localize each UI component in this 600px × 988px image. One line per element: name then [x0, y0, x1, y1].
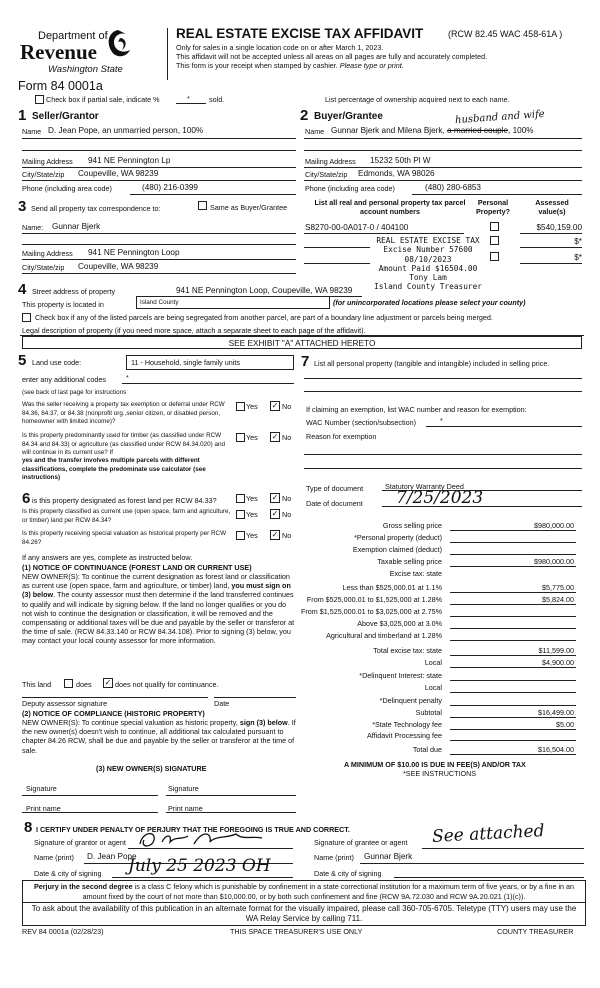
- any-yes-note: If any answers are yes, complete as instructed below.: [22, 553, 193, 562]
- doc-date-label: Date of document: [306, 499, 363, 508]
- yes-label: Yes: [246, 531, 258, 540]
- no-label: No: [282, 433, 292, 442]
- see-instructions-note: *SEE INSTRUCTIONS: [403, 769, 477, 778]
- partial-sale-percent[interactable]: *: [187, 94, 190, 103]
- tax-row-label: Agricultural and timberland at 1.28%: [326, 631, 442, 640]
- tax-row-label: *Personal property (deduct): [354, 533, 442, 542]
- tax-row-label: Above $3,025,000 at 3.0%: [357, 619, 442, 628]
- does-not-qualify-checkbox[interactable]: [103, 678, 113, 688]
- q1-no-checkbox[interactable]: [270, 401, 280, 411]
- tax-row-label: Total due: [412, 745, 442, 754]
- seller-mail-label: Mailing Address: [22, 157, 73, 166]
- doc-type-label: Type of document: [306, 484, 364, 493]
- forest-yes-checkbox[interactable]: [236, 494, 245, 503]
- stamp-line: Island County Treasurer: [374, 282, 482, 292]
- check-icon: ✓: [104, 678, 112, 687]
- dept-line3: Washington State: [48, 64, 123, 75]
- tax-row-label: Exemption claimed (deduct): [352, 545, 442, 554]
- form-number: Form 84 0001a: [18, 79, 103, 93]
- grantor-date-city[interactable]: July 25 2023 OH: [128, 856, 271, 876]
- q1-yes-checkbox[interactable]: [236, 402, 245, 411]
- personal-property-checkbox[interactable]: [490, 236, 499, 245]
- grantee-print-label: Name (print): [314, 853, 354, 862]
- forest-no-checkbox[interactable]: [270, 493, 280, 503]
- buyer-mail-field[interactable]: 15232 50th Pl W: [370, 156, 431, 165]
- county-value: Island County: [140, 299, 179, 306]
- county-treasurer-label: COUNTY TREASURER: [497, 927, 574, 936]
- subtitle-3: This form is your receipt when stamped by cashier. Please type or print.: [176, 61, 404, 70]
- section-6-number: 6: [22, 490, 31, 507]
- tax-row-value[interactable]: $980,000.00: [534, 521, 574, 530]
- stamp-line: Excise Number 57600: [383, 245, 473, 255]
- yes-label: Yes: [246, 433, 258, 442]
- corr-name-field[interactable]: Gunnar Bjerk: [52, 222, 101, 231]
- dept-line2: Revenue: [20, 40, 97, 64]
- no-label: No: [282, 402, 292, 411]
- grantor-date-label: Date & city of signing: [34, 869, 102, 878]
- continuance-heading: (1) NOTICE OF CONTINUANCE (FOREST LAND OR CURRENT USE): [22, 563, 252, 572]
- tax-row-label: Local: [424, 658, 442, 667]
- additional-codes-label: enter any additional codes: [22, 375, 106, 384]
- buyer-heading: Buyer/Grantee: [314, 111, 383, 122]
- tax-row-label: Excise tax: state: [389, 569, 442, 578]
- check-icon: ✓: [271, 509, 279, 518]
- tax-row-label: From $525,000.01 to $1,525,000 at 1.28%: [306, 595, 442, 604]
- segregated-label: Check box if any of the listed parcels are being segregated from another parcel, are part of a boundary line adjustment or parcels being merged.: [35, 313, 493, 322]
- subtitle-1: Only for sales in a single location code on or after March 1, 2023.: [176, 43, 384, 52]
- located-in-label: This property is located in: [22, 300, 104, 309]
- q2-no-checkbox[interactable]: [270, 432, 280, 442]
- owner-print-name-label: Print name: [168, 804, 203, 813]
- assessed-value-field[interactable]: $*: [574, 253, 582, 262]
- buyer-name-field[interactable]: Gunnar Bjerk and Milena Bjerk, a married couple, 100%: [331, 126, 534, 135]
- current-use-no-checkbox[interactable]: [270, 509, 280, 519]
- new-owner-signature-heading: (3) NEW OWNER(S) SIGNATURE: [96, 764, 207, 773]
- form-revision: REV 84 0001a (02/28/23): [22, 927, 104, 936]
- buyer-city-field[interactable]: Edmonds, WA 98026: [358, 169, 435, 178]
- assessed-value-column-header: Assessed value(s): [535, 198, 569, 216]
- historic-no-checkbox[interactable]: [270, 530, 280, 540]
- alternate-format-notice: [22, 902, 586, 926]
- land-use-select[interactable]: [126, 355, 294, 370]
- grantor-signature-label: Signature of grantor or agent: [34, 838, 126, 847]
- does-qualify-checkbox[interactable]: [64, 679, 73, 688]
- unincorporated-note: (for unincorporated locations please select your county): [333, 298, 526, 307]
- perjury-notice: [22, 880, 586, 903]
- seller-city-field[interactable]: Coupeville, WA 98239: [78, 169, 159, 178]
- tax-row-label: Affidavit Processing fee: [367, 731, 442, 740]
- partial-sale-label: Check box if partial sale, indicate %: [46, 95, 160, 104]
- yes-label: Yes: [246, 510, 258, 519]
- section-1-number: 1: [18, 107, 27, 124]
- seller-mail-field[interactable]: 941 NE Pennington Lp: [88, 156, 171, 165]
- owner-signature-label: Signature: [168, 784, 199, 793]
- check-icon: ✓: [271, 530, 279, 539]
- check-icon: ✓: [271, 401, 279, 410]
- tax-row-value[interactable]: $11,599.00: [538, 646, 574, 655]
- same-as-buyer-checkbox[interactable]: [198, 201, 207, 210]
- personal-property-heading: List all personal property (tangible and intangible) included in selling price.: [314, 359, 550, 368]
- legal-description-value: SEE EXHIBIT "A" ATTACHED HERETO: [228, 338, 376, 348]
- personal-property-column-header: Personal Property?: [476, 198, 510, 216]
- buyer-phone-field[interactable]: (480) 280-6853: [425, 183, 481, 192]
- owner-print-name-label: Print name: [26, 804, 61, 813]
- corr-name-label: Name:: [22, 223, 44, 232]
- tax-row-label: *Delinquent penalty: [379, 696, 442, 705]
- seller-phone-label: Phone (including area code): [22, 184, 112, 193]
- assessor-signature-label: Deputy assessor signature: [22, 699, 108, 708]
- buyer-name-label: Name: [305, 127, 325, 136]
- no-label: No: [282, 531, 292, 540]
- assessed-value-field[interactable]: $*: [574, 237, 582, 246]
- stamp-line: 08/10/2023: [404, 254, 452, 264]
- legal-description-field[interactable]: [22, 336, 582, 349]
- buyer-mail-label: Mailing Address: [305, 157, 356, 166]
- grantor-print-label: Name (print): [34, 853, 74, 862]
- tax-row-value[interactable]: $980,000.00: [534, 557, 574, 566]
- compliance-heading: (2) NOTICE OF COMPLIANCE (HISTORIC PROPERTY): [22, 709, 205, 718]
- same-as-buyer-label: Same as Buyer/Grantee: [210, 203, 288, 212]
- compliance-text: NEW OWNER(S): To continue special valuation as historic property, sign (3) below. If the new owner(s) doesn't wish to continue, all additional tax calculated pursuant to chapter 84.26 RCW, shall be due and payable by the seller or transferor at the time of sale.: [22, 718, 296, 755]
- section-8-number: 8: [24, 819, 33, 836]
- current-use-yes-checkbox[interactable]: [236, 510, 245, 519]
- grantee-signature-label: Signature of grantee or agent: [314, 838, 408, 847]
- tax-row-value[interactable]: $5,775.00: [542, 583, 574, 592]
- historic-question: Is this property receiving special valuation as historical property per RCW 84.26?: [22, 530, 227, 546]
- does-label: does: [76, 680, 92, 689]
- stamp-line: Amount Paid $16504.00: [378, 263, 478, 273]
- corr-mail-field[interactable]: 941 NE Pennington Loop: [88, 248, 180, 257]
- stamp-line: Tony Lam: [409, 273, 447, 283]
- subtitle-2: This affidavit will not be accepted unless all areas on all pages are fully and accurately completed.: [176, 52, 488, 61]
- street-address-field[interactable]: 941 NE Pennington Loop, Coupeville, WA 98239: [176, 286, 353, 295]
- personal-property-checkbox[interactable]: [490, 222, 499, 231]
- check-icon: ✓: [271, 432, 279, 441]
- section-5-number: 5: [18, 352, 27, 369]
- page-title: REAL ESTATE EXCISE TAX AFFIDAVIT: [176, 26, 424, 41]
- partial-sale-checkbox[interactable]: [35, 95, 44, 104]
- owner-signature-label: Signature: [26, 784, 57, 793]
- corr-city-label: City/State/zip: [22, 263, 65, 272]
- grantor-signature[interactable]: [132, 826, 292, 850]
- assessed-value-field[interactable]: $540,159.00: [536, 223, 582, 232]
- corr-mail-label: Mailing Address: [22, 249, 73, 258]
- tax-row-label: Less than $525,000.01 at 1.1%: [342, 583, 442, 592]
- q2-yes-checkbox[interactable]: [236, 433, 245, 442]
- alternate-format-text: To ask about the availability of this publication in an alternate format for the visually impaired, please call 360-705-6705. Teletype (TTY) users may use the WA Relay Service by calling 711.: [31, 904, 577, 923]
- seller-phone-field[interactable]: (480) 216-0399: [142, 183, 198, 192]
- see-back-note: (see back of last page for instructions: [22, 389, 127, 396]
- parcel-column-header: List all real and personal property tax parcel account numbers: [314, 198, 466, 216]
- section-2-number: 2: [300, 107, 309, 124]
- tax-row-value[interactable]: $16,499.00: [538, 708, 574, 717]
- exemption-label: If claiming an exemption, list WAC number and reason for exemption:: [306, 405, 527, 414]
- tax-row-label: *Delinquent Interest: state: [359, 671, 442, 680]
- section-7-number: 7: [301, 353, 310, 370]
- section-4-number: 4: [18, 281, 27, 298]
- not-qualify-label: does not qualify for continuance.: [115, 680, 219, 689]
- seller-heading: Seller/Grantor: [32, 111, 99, 122]
- additional-codes-field[interactable]: *: [126, 373, 129, 382]
- exemption-question: Was the seller receiving a property tax exemption or deferral under RCW 84.36, 84.37, or 84.38 (nonprofit org.,senior citizen, or disabled person, homeowner with limited income)?: [22, 401, 225, 425]
- tax-row-label: Local: [424, 683, 442, 692]
- seller-name-field[interactable]: D. Jean Pope, an unmarried person, 100%: [48, 126, 204, 135]
- certify-heading: I CERTIFY UNDER PENALTY OF PERJURY THAT THE FOREGOING IS TRUE AND CORRECT.: [36, 825, 350, 834]
- tax-row-value[interactable]: $5,824.00: [542, 595, 574, 604]
- doc-date-field[interactable]: 7/25/2023: [396, 488, 484, 508]
- tax-row-label: Subtotal: [415, 708, 442, 717]
- tax-row-label: Total excise tax: state: [373, 646, 442, 655]
- grantee-signature[interactable]: See attached: [431, 821, 545, 847]
- tax-row-label: Gross selling price: [382, 521, 442, 530]
- county-select[interactable]: [136, 296, 330, 309]
- current-use-question: Is this property classified as current use (open space, farm and agriculture, or timber) land per RCW 84.34?: [22, 508, 231, 524]
- ownership-note: List percentage of ownership acquired next to each name.: [325, 95, 510, 104]
- yes-label: Yes: [246, 402, 258, 411]
- tax-row-value[interactable]: $5.00: [556, 720, 574, 729]
- tax-row-label: *State Technology fee: [372, 720, 442, 729]
- corr-city-field[interactable]: Coupeville, WA 98239: [78, 262, 159, 271]
- perjury-text: Perjury in the second degree is a class C felony which is punishable by confinement in a state correctional institution for a maximum term of five years, or by a fine in an amount fixed by the court of not more than $10,000.00, or by both such confinement and fine (RCW 9A.72.030 and RCW 9A.20.021 (1)(c)).: [33, 882, 575, 901]
- dept-line1: Department of: [38, 30, 108, 42]
- minimum-fee-note: A MINIMUM OF $10.00 IS DUE IN FEE(S) AND/OR TAX: [344, 760, 526, 769]
- seller-name-label: Name: [22, 127, 42, 136]
- land-use-label: Land use code:: [32, 358, 82, 367]
- title-reference: (RCW 82.45 WAC 458-61A ): [448, 29, 563, 39]
- no-label: No: [282, 494, 292, 503]
- partial-sale-suffix: sold.: [209, 95, 225, 104]
- reason-label: Reason for exemption: [306, 432, 377, 441]
- doc-type-field[interactable]: Statutory Warranty Deed: [385, 482, 464, 491]
- grantee-date-label: Date & city of signing: [314, 869, 382, 878]
- timber-question-bold: yes and the transfer involves multiple parcels with different classifications, complete the predominate use calculator (see instructions): [22, 457, 206, 481]
- this-land-label: This land: [22, 680, 52, 689]
- treasurer-use-note: THIS SPACE TREASURER'S USE ONLY: [230, 927, 363, 936]
- section-3-number: 3: [18, 198, 27, 215]
- grantee-print-name[interactable]: Gunnar Bjerk: [364, 852, 413, 861]
- historic-yes-checkbox[interactable]: [236, 531, 245, 540]
- assessor-date-label: Date: [214, 699, 230, 708]
- buyer-handwritten-note: husband and wife: [454, 108, 546, 127]
- wac-field[interactable]: *: [440, 416, 443, 425]
- timber-question: Is this property predominantly used for timber (as classified under RCW 84.34 and 84.33) or agriculture (as classified under RCW 84.34.020) and will continue in its current use? If: [22, 432, 226, 456]
- tax-row-value[interactable]: $4,900.00: [542, 658, 574, 667]
- yes-label: Yes: [246, 494, 258, 503]
- buyer-phone-label: Phone (including area code): [305, 184, 395, 193]
- correspondence-heading: Send all property tax correspondence to:: [31, 204, 161, 213]
- grantor-print-name[interactable]: D. Jean Pope: [87, 852, 137, 861]
- street-label: Street address of property: [32, 287, 116, 296]
- legal-description-label: Legal description of property (if you need more space, attach a separate sheet to each page of the affidavit).: [22, 326, 366, 335]
- tax-row-label: Taxable selling price: [377, 557, 442, 566]
- no-label: No: [282, 510, 292, 519]
- buyer-city-label: City/State/zip: [305, 170, 348, 179]
- wac-label: WAC Number (section/subsection): [306, 418, 416, 427]
- land-use-value: 11 - Household, single family units: [131, 358, 240, 367]
- stamp-line: REAL ESTATE EXCISE TAX: [376, 236, 480, 245]
- seller-city-label: City/State/zip: [22, 170, 65, 179]
- segregated-checkbox[interactable]: [22, 313, 31, 322]
- washington-swirl-icon: [104, 28, 132, 62]
- continuance-text: NEW OWNER(S): To continue the current designation as forest land or classification as current use (open space, farm and agriculture, or timber) land, you must sign on (3) below. The county assessor must then determine if the land transferred continues to qualify and will indicate by signing below. If the land no longer qualifies or you do not wish to continue the designation or classification, it will be removed and the compensating or additional taxes will be due and payable by the seller or transferor at the time of sale. (RCW 84.33.140 or RCW 84.34.108). Prior to signing (3) below, you may contact your local county assessor for more information.: [22, 572, 295, 646]
- treasurer-stamp: [370, 236, 486, 292]
- check-icon: ✓: [271, 493, 279, 502]
- personal-property-checkbox[interactable]: [490, 252, 499, 261]
- forest-question: is this property designated as forest land per RCW 84.33?: [32, 496, 217, 505]
- tax-row-value[interactable]: $16,504.00: [538, 745, 574, 754]
- tax-row-label: From $1,525,000.01 to $3,025,000 at 2.75%: [300, 607, 442, 616]
- parcel-number-field[interactable]: S8270-00-0A017-0 / 404100: [305, 223, 409, 232]
